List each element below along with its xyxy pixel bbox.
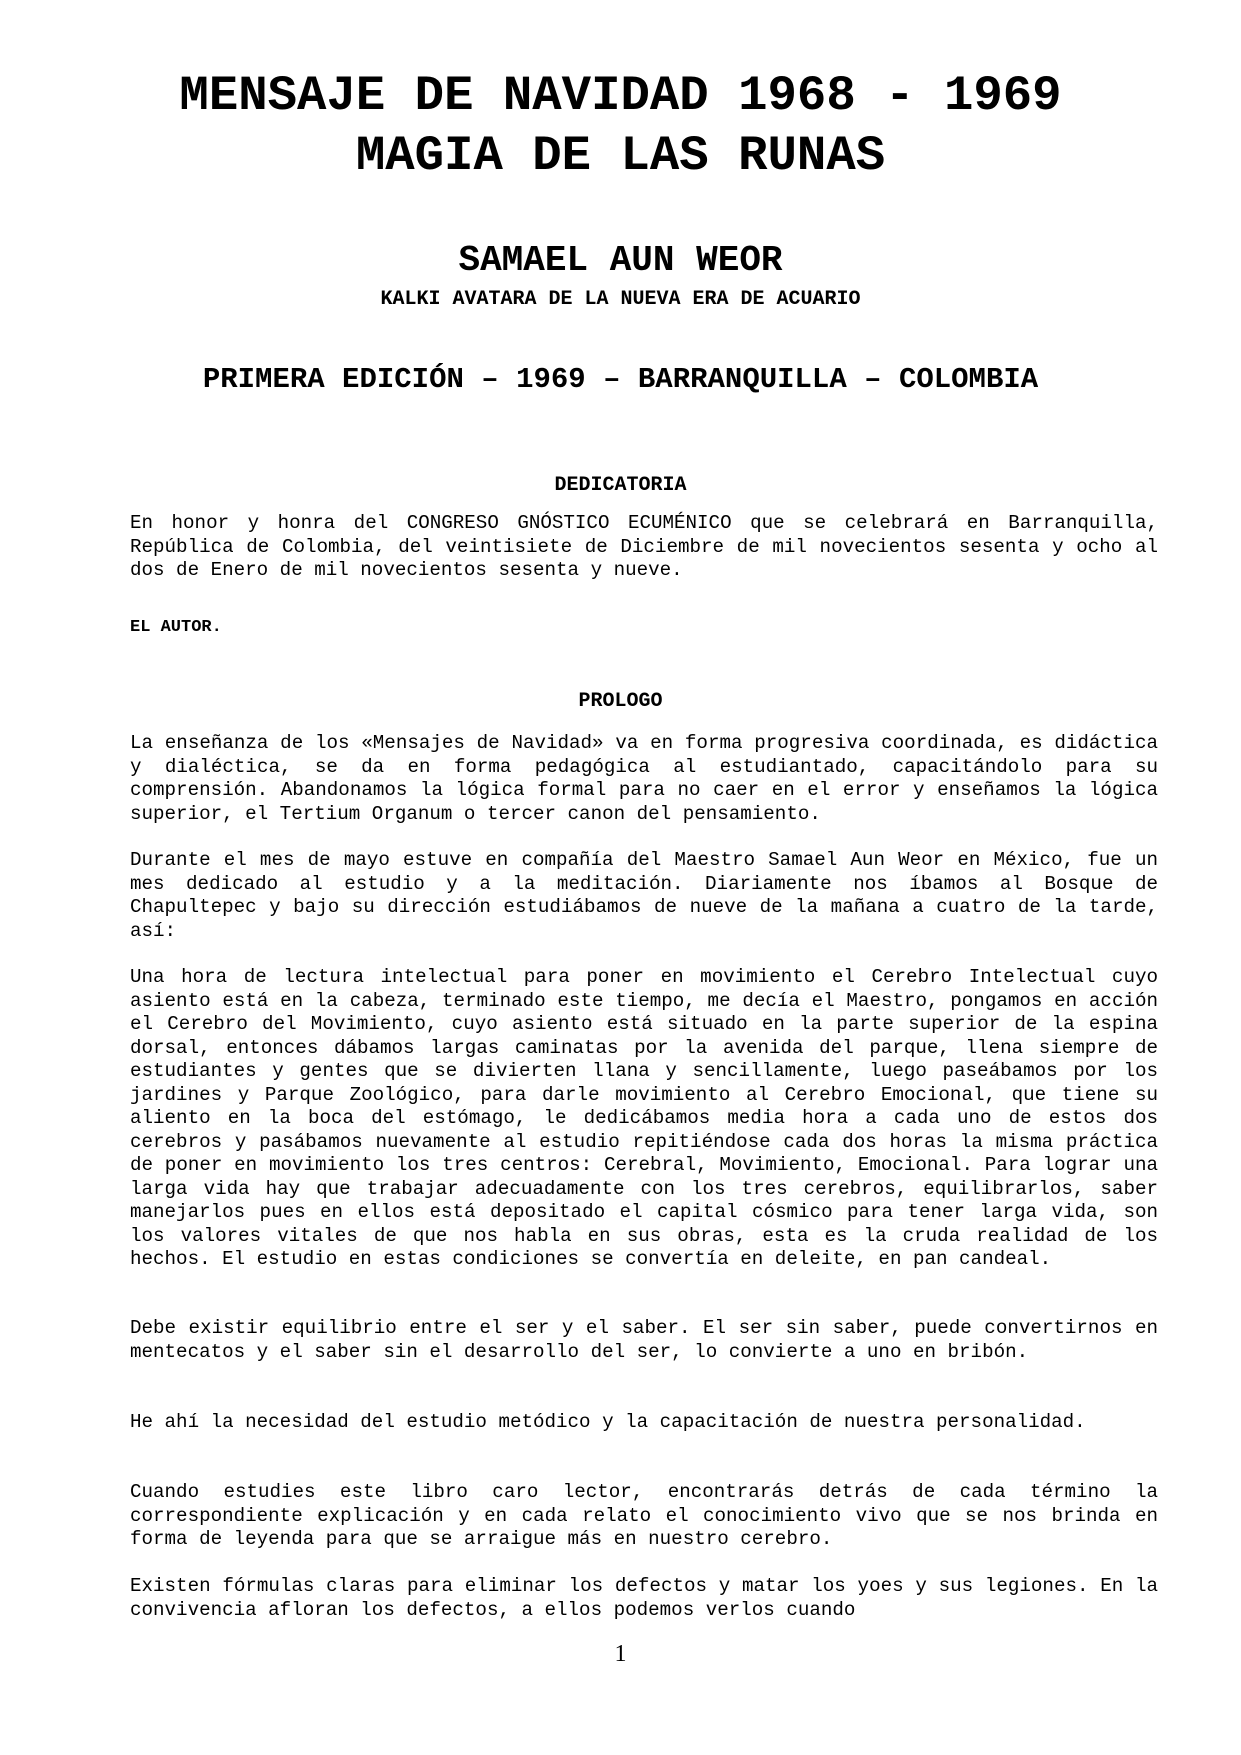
prologue-paragraph: Durante el mes de mayo estuve en compañía del Maestro Samael Aun Weor en México, fue un mes dedicado al estudio y a la meditación. Diariamente nos íbamos al Bosque de Chapultepec y bajo su dirección estudiábamos de nueve de la mañana a cuatro de la tarde, así: — [130, 849, 1158, 942]
author-name: SAMAEL AUN WEOR — [458, 240, 783, 281]
prologue-paragraph: He ahí la necesidad del estudio metódico y la capacitación de nuestra personalidad. — [130, 1411, 1086, 1433]
prologue-paragraph: La enseñanza de los «Mensajes de Navidad» va en forma progresiva coordinada, es didáctica y dialéctica, se da en forma pedagógica al estudiantado, capacitándolo para su comprensión. Abandonamos la lógica formal para no caer en el error y enseñamos la lógica superior, el Tertium Organum o tercer canon del pensamiento. — [130, 732, 1158, 825]
prologue-paragraph: Una hora de lectura intelectual para poner en movimiento el Cerebro Intelectual cuyo asiento está en la cabeza, terminado este tiempo, me decía el Maestro, pongamos en acción el Cerebro del Movimiento, cuyo asiento está situado en la parte superior de la espina dorsal, entonces dábamos largas caminatas por la avenida del parque, llena siempre de estudiantes y gentes que se divierten llana y sencillamente, luego paseábamos por los jardines y Parque Zoológico, para darle movimiento al Cerebro Emocional, que tiene su aliento en la boca del estómago, le dedicábamos media hora a cada uno de estos dos cerebros y pasábamos nuevamente al estudio repitiéndose cada dos horas la misma práctica de poner en movimiento los tres centros: Cerebral, Movimiento, Emocional. Para lograr una larga vida hay que trabajar adecuadamente con los tres cerebros, equilibrarlos, saber manejarlos pues en ellos está depositado el capital cósmico para tener larga vida, son los valores vitales de que nos habla en sus obras, esta es la cruda realidad de los hechos. El estudio en estas condiciones se convertía en deleite, en pan candeal. — [130, 966, 1158, 1270]
dedication-signature: EL AUTOR. — [130, 618, 222, 637]
edition-line: PRIMERA EDICIÓN – 1969 – BARRANQUILLA – COLOMBIA — [202, 363, 1039, 396]
page-number: 1 — [614, 1641, 627, 1667]
dedication-heading: DEDICATORIA — [554, 474, 687, 497]
title-line-2: MAGIA DE LAS RUNAS — [355, 128, 886, 184]
prologue-heading: PROLOGO — [578, 690, 663, 713]
title-line-1: MENSAJE DE NAVIDAD 1968 - 1969 — [179, 68, 1062, 124]
prologue-paragraph: Debe existir equilibrio entre el ser y el saber. El ser sin saber, puede convertirnos en mentecatos y el saber sin el desarrollo del ser, lo convierte a uno en bribón. — [130, 1317, 1158, 1363]
prologue-paragraph: Existen fórmulas claras para eliminar los defectos y matar los yoes y sus legiones. En la convivencia afloran los defectos, a ellos podemos verlos cuando — [130, 1575, 1158, 1621]
author-subtitle: KALKI AVATARA DE LA NUEVA ERA DE ACUARIO — [380, 288, 861, 311]
dedication-text: En honor y honra del CONGRESO GNÓSTICO ECUMÉNICO que se celebrará en Barranquilla, República de Colombia, del veintisiete de Diciembre de mil novecientos sesenta y ocho al dos de Enero de mil novecientos sesenta y nueve. — [130, 512, 1158, 581]
prologue-paragraph: Cuando estudies este libro caro lector, encontrarás detrás de cada término la correspondiente explicación y en cada relato el conocimiento vivo que se nos brinda en forma de leyenda para que se arraigue más en nuestro cerebro. — [130, 1481, 1158, 1550]
